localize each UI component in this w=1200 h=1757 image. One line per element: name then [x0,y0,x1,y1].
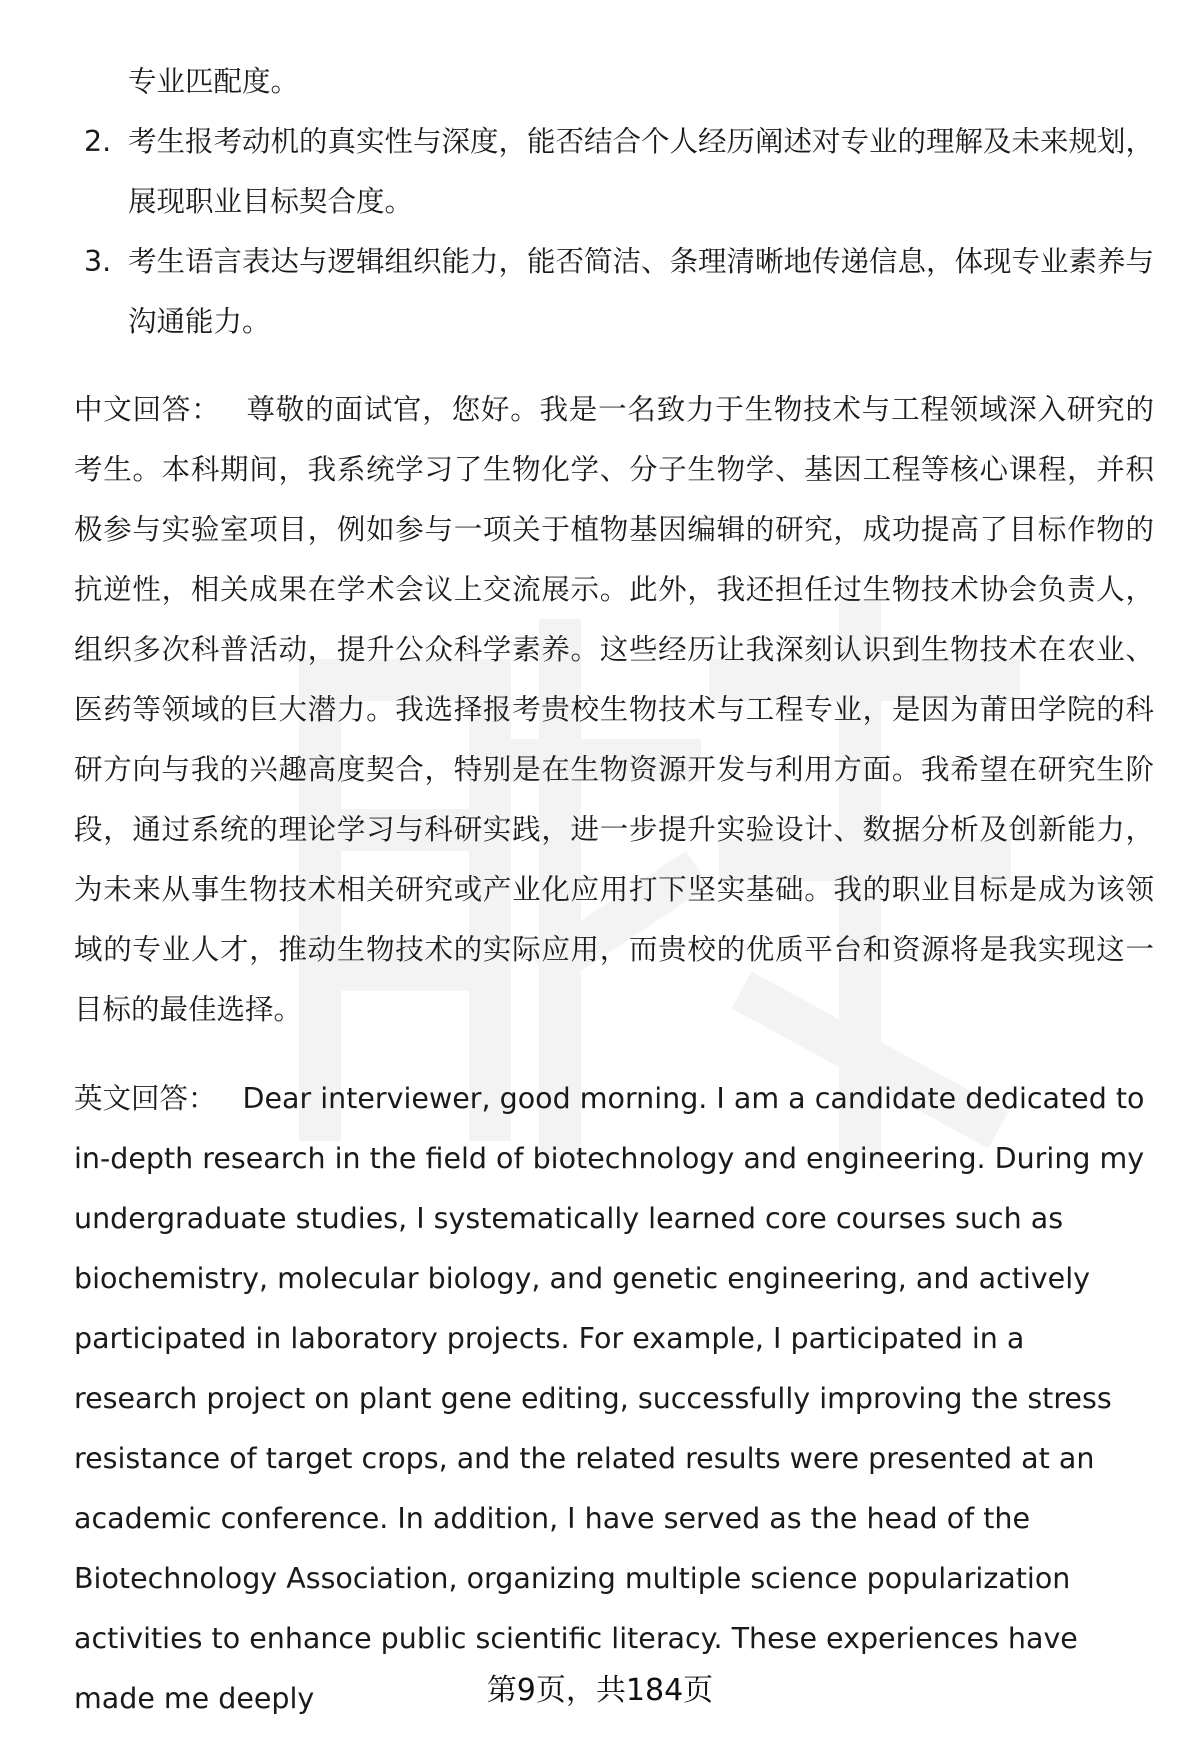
criteria-text: 考生语言表达与逻辑组织能力，能否简洁、条理清晰地传递信息，体现专业素养与沟通能力。 [128,245,1155,338]
criteria-item [74,232,1154,352]
english-answer-text: Dear interviewer, good morning. I am a candidate dedicated to in-depth research in the field of biotechnology and engineering. During my undergraduate studies, I systematically learned core courses such as biochemistry, molecular biology, and genetic engineering, and actively participated in laboratory projects. For example, I participated in a research project on plant gene editing, successfully improving the stress resistance of target crops, and the related results were presented at an academic conference. In addition, I have served as the head of the Biotechnology Association, organizing multiple science popularization activities to enhance public scientific literacy. These experiences have made me deeply [74,1081,1145,1715]
english-answer [74,1069,1154,1729]
page-footer [0,1671,1200,1711]
criteria-text: 考生报考动机的真实性与深度，能否结合个人经历阐述对专业的理解及未来规划，展现职业目标契合度。 [128,125,1155,218]
english-answer-label: 英文回答： [74,1081,217,1115]
chinese-answer-text: 尊敬的面试官，您好。我是一名致力于生物技术与工程领域深入研究的考生。本科期间，我系统学习了生物化学、分子生物学、基因工程等核心课程，并积极参与实验室项目，例如参与一项关于植物基因编辑的研究，成功提高了目标作物的抗逆性，相关成果在学术会议上交流展示。此外，我还担任过生物技术协会负责人，组织多次科普活动，提升公众科学素养。这些经历让我深刻认识到生物技术在农业、医药等领域的巨大潜力。我选择报考贵校生物技术与工程专业，是因为莆田学院的科研方向与我的兴趣高度契合，特别是在生物资源开发与利用方面。我希望在研究生阶段，通过系统的理论学习与科研实践，进一步提升实验设计、数据分析及创新能力，为未来从事生物技术相关研究或产业化应用打下坚实基础。我的职业目标是成为该领域的专业人才，推动生物技术的实际应用，而贵校的优质平台和资源将是我实现这一目标的最佳选择。 [74,393,1154,1026]
page-number: 第9页，共184页 [486,1673,714,1708]
criteria-item [74,112,1154,232]
document-body [74,52,1154,1757]
criteria-number: 3. [84,245,112,278]
criteria-list [74,112,1154,352]
chinese-answer-label: 中文回答： [74,393,221,426]
chinese-answer [74,380,1154,1040]
criteria-number: 2. [84,125,112,158]
intro-continuation: 专业匹配度。 [128,65,300,98]
